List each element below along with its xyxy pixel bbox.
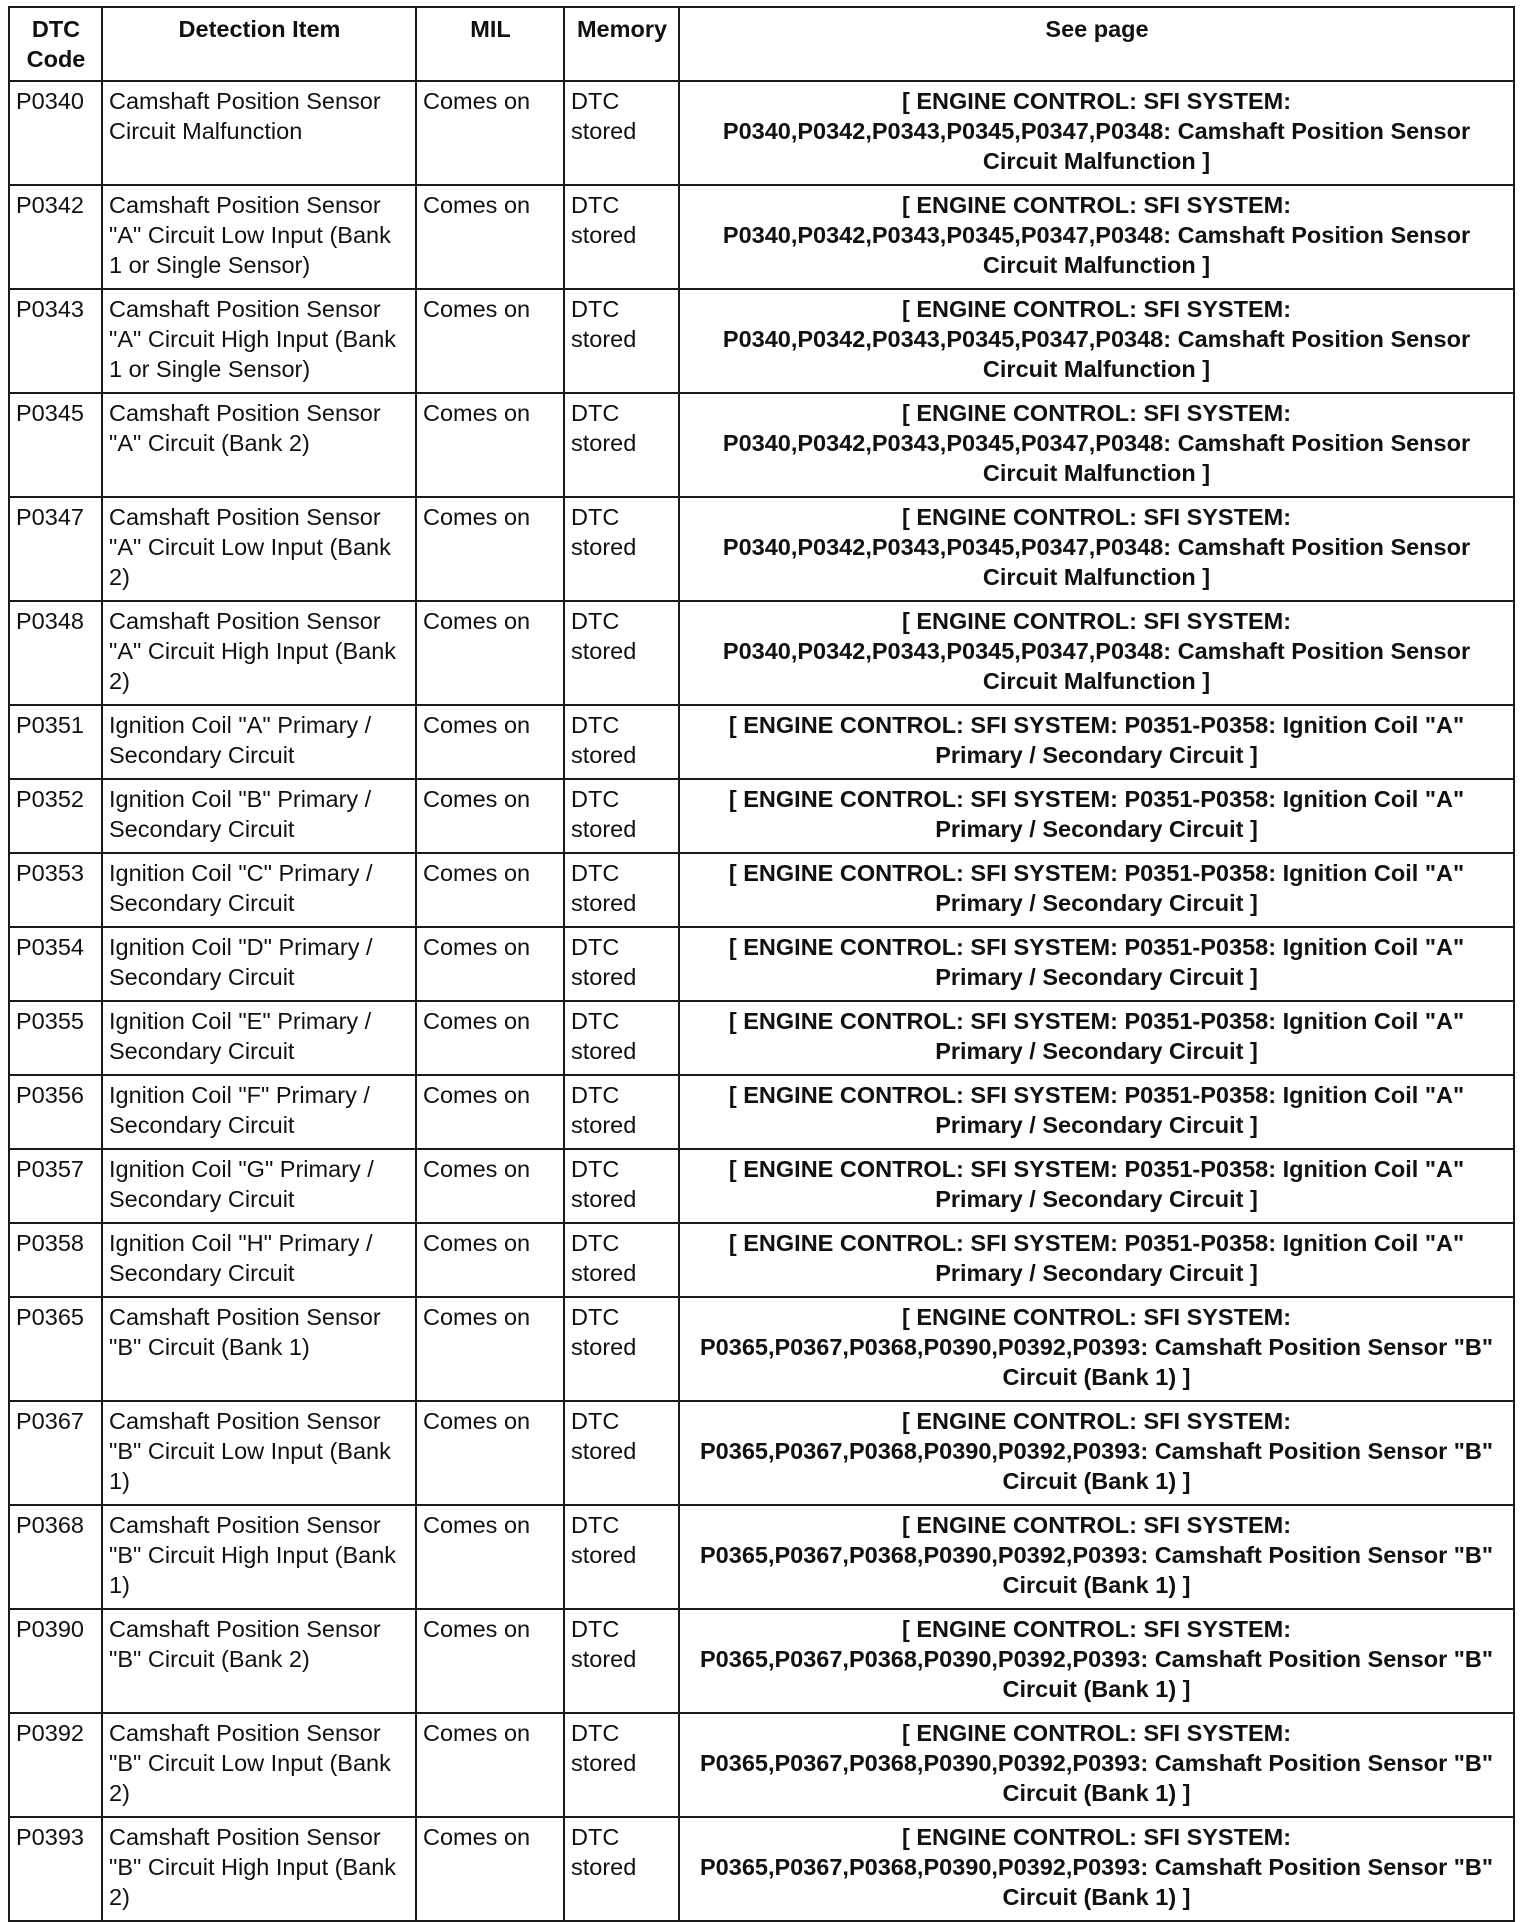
dtc-code-cell: P0353 — [9, 853, 102, 927]
dtc-code-cell: P0367 — [9, 1401, 102, 1505]
detection-item-cell: Camshaft Position Sensor "A" Circuit High Input (Bank 2) — [102, 601, 416, 705]
detection-item-cell: Camshaft Position Sensor "B" Circuit (Bank 2) — [102, 1609, 416, 1713]
memory-cell: DTC stored — [564, 1505, 679, 1609]
dtc-code-cell: P0340 — [9, 81, 102, 185]
detection-item-cell: Ignition Coil "C" Primary / Secondary Circuit — [102, 853, 416, 927]
dtc-code-cell: P0345 — [9, 393, 102, 497]
dtc-code-cell: P0390 — [9, 1609, 102, 1713]
dtc-code-cell: P0342 — [9, 185, 102, 289]
memory-cell: DTC stored — [564, 853, 679, 927]
memory-cell: DTC stored — [564, 393, 679, 497]
mil-cell: Comes on — [416, 1817, 564, 1921]
dtc-code-cell: P0357 — [9, 1149, 102, 1223]
see-page-link[interactable]: [ ENGINE CONTROL: SFI SYSTEM: P0351-P0358: Ignition Coil "A" Primary / Secondary Circuit ] — [679, 1149, 1514, 1223]
see-page-link[interactable]: [ ENGINE CONTROL: SFI SYSTEM: P0365,P0367,P0368,P0390,P0392,P0393: Camshaft Position Sensor "B" Circuit (Bank 1) ] — [679, 1401, 1514, 1505]
mil-cell: Comes on — [416, 1609, 564, 1713]
dtc-code-cell: P0351 — [9, 705, 102, 779]
see-page-link[interactable]: [ ENGINE CONTROL: SFI SYSTEM: P0351-P0358: Ignition Coil "A" Primary / Secondary Circuit ] — [679, 705, 1514, 779]
table-row — [9, 1149, 1514, 1223]
see-page-link[interactable]: [ ENGINE CONTROL: SFI SYSTEM: P0365,P0367,P0368,P0390,P0392,P0393: Camshaft Position Sensor "B" Circuit (Bank 1) ] — [679, 1505, 1514, 1609]
memory-cell: DTC stored — [564, 1149, 679, 1223]
detection-item-cell: Camshaft Position Sensor "B" Circuit High Input (Bank 1) — [102, 1505, 416, 1609]
table-body — [9, 81, 1514, 1921]
memory-cell: DTC stored — [564, 601, 679, 705]
memory-cell: DTC stored — [564, 1817, 679, 1921]
memory-cell: DTC stored — [564, 1401, 679, 1505]
table-row — [9, 1297, 1514, 1401]
table-row — [9, 393, 1514, 497]
dtc-code-cell: P0356 — [9, 1075, 102, 1149]
see-page-link[interactable]: [ ENGINE CONTROL: SFI SYSTEM: P0351-P0358: Ignition Coil "A" Primary / Secondary Circuit ] — [679, 853, 1514, 927]
see-page-link[interactable]: [ ENGINE CONTROL: SFI SYSTEM: P0340,P0342,P0343,P0345,P0347,P0348: Camshaft Position Sensor Circuit Malfunction ] — [679, 497, 1514, 601]
see-page-link[interactable]: [ ENGINE CONTROL: SFI SYSTEM: P0351-P0358: Ignition Coil "A" Primary / Secondary Circuit ] — [679, 779, 1514, 853]
mil-cell: Comes on — [416, 1297, 564, 1401]
mil-cell: Comes on — [416, 1001, 564, 1075]
detection-item-cell: Camshaft Position Sensor "A" Circuit Low Input (Bank 1 or Single Sensor) — [102, 185, 416, 289]
table-row — [9, 1223, 1514, 1297]
table-row — [9, 601, 1514, 705]
dtc-code-cell: P0358 — [9, 1223, 102, 1297]
table-row — [9, 185, 1514, 289]
dtc-code-cell: P0343 — [9, 289, 102, 393]
see-page-link[interactable]: [ ENGINE CONTROL: SFI SYSTEM: P0365,P0367,P0368,P0390,P0392,P0393: Camshaft Position Sensor "B" Circuit (Bank 1) ] — [679, 1297, 1514, 1401]
see-page-link[interactable]: [ ENGINE CONTROL: SFI SYSTEM: P0365,P0367,P0368,P0390,P0392,P0393: Camshaft Position Sensor "B" Circuit (Bank 1) ] — [679, 1817, 1514, 1921]
table-row — [9, 497, 1514, 601]
table-row — [9, 705, 1514, 779]
dtc-code-cell: P0354 — [9, 927, 102, 1001]
memory-cell: DTC stored — [564, 1713, 679, 1817]
table-header — [9, 7, 1514, 81]
dtc-code-cell: P0368 — [9, 1505, 102, 1609]
detection-item-cell: Camshaft Position Sensor "A" Circuit (Bank 2) — [102, 393, 416, 497]
table-row — [9, 853, 1514, 927]
header-memory: Memory — [564, 7, 679, 81]
mil-cell: Comes on — [416, 1505, 564, 1609]
mil-cell: Comes on — [416, 81, 564, 185]
mil-cell: Comes on — [416, 705, 564, 779]
mil-cell: Comes on — [416, 1401, 564, 1505]
see-page-link[interactable]: [ ENGINE CONTROL: SFI SYSTEM: P0340,P0342,P0343,P0345,P0347,P0348: Camshaft Position Sensor Circuit Malfunction ] — [679, 289, 1514, 393]
detection-item-cell: Ignition Coil "E" Primary / Secondary Circuit — [102, 1001, 416, 1075]
memory-cell: DTC stored — [564, 1223, 679, 1297]
see-page-link[interactable]: [ ENGINE CONTROL: SFI SYSTEM: P0365,P0367,P0368,P0390,P0392,P0393: Camshaft Position Sensor "B" Circuit (Bank 1) ] — [679, 1713, 1514, 1817]
memory-cell: DTC stored — [564, 497, 679, 601]
detection-item-cell: Camshaft Position Sensor "B" Circuit (Bank 1) — [102, 1297, 416, 1401]
mil-cell: Comes on — [416, 393, 564, 497]
see-page-link[interactable]: [ ENGINE CONTROL: SFI SYSTEM: P0340,P0342,P0343,P0345,P0347,P0348: Camshaft Position Sensor Circuit Malfunction ] — [679, 393, 1514, 497]
dtc-code-cell: P0347 — [9, 497, 102, 601]
dtc-code-cell: P0355 — [9, 1001, 102, 1075]
detection-item-cell: Ignition Coil "G" Primary / Secondary Circuit — [102, 1149, 416, 1223]
header-mil: MIL — [416, 7, 564, 81]
mil-cell: Comes on — [416, 1075, 564, 1149]
table-row — [9, 1075, 1514, 1149]
table-row — [9, 1001, 1514, 1075]
mil-cell: Comes on — [416, 185, 564, 289]
memory-cell: DTC stored — [564, 927, 679, 1001]
detection-item-cell: Camshaft Position Sensor "A" Circuit High Input (Bank 1 or Single Sensor) — [102, 289, 416, 393]
dtc-code-cell: P0393 — [9, 1817, 102, 1921]
memory-cell: DTC stored — [564, 1297, 679, 1401]
header-detection-item: Detection Item — [102, 7, 416, 81]
detection-item-cell: Camshaft Position Sensor "B" Circuit Low Input (Bank 1) — [102, 1401, 416, 1505]
detection-item-cell: Camshaft Position Sensor "B" Circuit High Input (Bank 2) — [102, 1817, 416, 1921]
see-page-link[interactable]: [ ENGINE CONTROL: SFI SYSTEM: P0351-P0358: Ignition Coil "A" Primary / Secondary Circuit ] — [679, 1223, 1514, 1297]
mil-cell: Comes on — [416, 601, 564, 705]
see-page-link[interactable]: [ ENGINE CONTROL: SFI SYSTEM: P0351-P0358: Ignition Coil "A" Primary / Secondary Circuit ] — [679, 1075, 1514, 1149]
detection-item-cell: Ignition Coil "F" Primary / Secondary Circuit — [102, 1075, 416, 1149]
see-page-link[interactable]: [ ENGINE CONTROL: SFI SYSTEM: P0351-P0358: Ignition Coil "A" Primary / Secondary Circuit ] — [679, 1001, 1514, 1075]
table-row — [9, 1401, 1514, 1505]
detection-item-cell: Ignition Coil "A" Primary / Secondary Circuit — [102, 705, 416, 779]
mil-cell: Comes on — [416, 497, 564, 601]
dtc-code-cell: P0348 — [9, 601, 102, 705]
mil-cell: Comes on — [416, 1713, 564, 1817]
see-page-link[interactable]: [ ENGINE CONTROL: SFI SYSTEM: P0351-P0358: Ignition Coil "A" Primary / Secondary Circuit ] — [679, 927, 1514, 1001]
header-row — [9, 7, 1514, 81]
table-row — [9, 927, 1514, 1001]
table-row — [9, 289, 1514, 393]
header-see-page: See page — [679, 7, 1514, 81]
mil-cell: Comes on — [416, 927, 564, 1001]
table-row — [9, 779, 1514, 853]
mil-cell: Comes on — [416, 1149, 564, 1223]
dtc-code-cell: P0392 — [9, 1713, 102, 1817]
detection-item-cell: Camshaft Position Sensor "B" Circuit Low Input (Bank 2) — [102, 1713, 416, 1817]
table-row — [9, 1505, 1514, 1609]
table-row — [9, 1713, 1514, 1817]
see-page-link[interactable]: [ ENGINE CONTROL: SFI SYSTEM: P0365,P0367,P0368,P0390,P0392,P0393: Camshaft Position Sensor "B" Circuit (Bank 1) ] — [679, 1609, 1514, 1713]
memory-cell: DTC stored — [564, 1001, 679, 1075]
dtc-code-cell: P0365 — [9, 1297, 102, 1401]
memory-cell: DTC stored — [564, 1609, 679, 1713]
table-row — [9, 1817, 1514, 1921]
detection-item-cell: Ignition Coil "B" Primary / Secondary Circuit — [102, 779, 416, 853]
memory-cell: DTC stored — [564, 705, 679, 779]
mil-cell: Comes on — [416, 1223, 564, 1297]
dtc-code-cell: P0352 — [9, 779, 102, 853]
see-page-link[interactable]: [ ENGINE CONTROL: SFI SYSTEM: P0340,P0342,P0343,P0345,P0347,P0348: Camshaft Position Sensor Circuit Malfunction ] — [679, 185, 1514, 289]
see-page-link[interactable]: [ ENGINE CONTROL: SFI SYSTEM: P0340,P0342,P0343,P0345,P0347,P0348: Camshaft Position Sensor Circuit Malfunction ] — [679, 601, 1514, 705]
memory-cell: DTC stored — [564, 1075, 679, 1149]
mil-cell: Comes on — [416, 853, 564, 927]
header-dtc-code: DTC Code — [9, 7, 102, 81]
memory-cell: DTC stored — [564, 185, 679, 289]
memory-cell: DTC stored — [564, 289, 679, 393]
detection-item-cell: Camshaft Position Sensor Circuit Malfunction — [102, 81, 416, 185]
table-row — [9, 81, 1514, 185]
detection-item-cell: Ignition Coil "H" Primary / Secondary Circuit — [102, 1223, 416, 1297]
memory-cell: DTC stored — [564, 81, 679, 185]
mil-cell: Comes on — [416, 779, 564, 853]
see-page-link[interactable]: [ ENGINE CONTROL: SFI SYSTEM: P0340,P0342,P0343,P0345,P0347,P0348: Camshaft Position Sensor Circuit Malfunction ] — [679, 81, 1514, 185]
memory-cell: DTC stored — [564, 779, 679, 853]
detection-item-cell: Ignition Coil "D" Primary / Secondary Circuit — [102, 927, 416, 1001]
mil-cell: Comes on — [416, 289, 564, 393]
table-row — [9, 1609, 1514, 1713]
dtc-table — [8, 6, 1515, 1922]
detection-item-cell: Camshaft Position Sensor "A" Circuit Low Input (Bank 2) — [102, 497, 416, 601]
